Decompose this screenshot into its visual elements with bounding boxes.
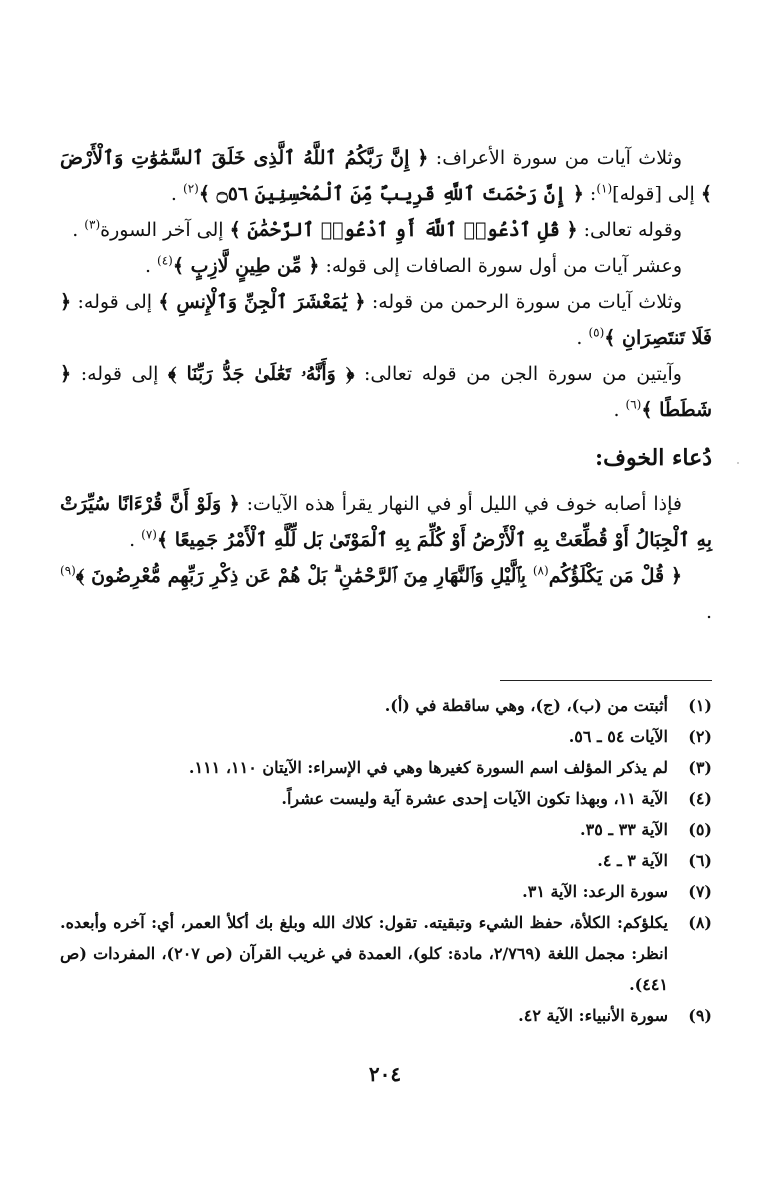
page-number: ٢٠٤ — [368, 1062, 402, 1086]
footnote-text: الآية ٣ ـ ٤. — [597, 851, 668, 870]
paragraph-text: . — [144, 255, 158, 277]
quran-verse: ﴿ قُلْ مَن يَكْلَؤُكُم — [548, 565, 683, 587]
paragraph-isra — [60, 212, 712, 248]
footnote-text: سورة الرعد: الآية ٣١. — [522, 882, 668, 901]
paragraph-rahman — [60, 284, 712, 356]
paragraph-text: وعشر آيات من أول سورة الصافات إلى قوله: — [319, 255, 682, 277]
footnote-item — [60, 690, 712, 721]
footnote-ref[interactable]: (٤) — [157, 253, 173, 268]
paragraph-text: وثلاث آيات من سورة الأعراف: — [428, 147, 682, 169]
paragraph-text: إلى آخر السورة — [100, 219, 230, 241]
paragraph-text: إلى قوله: — [71, 291, 159, 313]
section-heading: دُعاء الخوف: — [595, 445, 712, 471]
footnote-item — [60, 1000, 712, 1031]
footnote-ref[interactable]: (٣) — [84, 217, 101, 232]
paragraph-text: وقوله تعالى: — [577, 219, 682, 241]
footnote-text: الآية ١١، وبهذا تكون الآيات إحدى عشرة آية وليست عشراً. — [281, 789, 668, 808]
footnote-item — [60, 876, 712, 907]
footnote-item — [60, 907, 712, 1000]
footnote-number: (٩) — [688, 1006, 712, 1025]
paragraph-text: وثلاث آيات من سورة الرحمن من قوله: — [365, 291, 682, 313]
paragraph-fear-1 — [60, 486, 712, 558]
footnote-ref[interactable]: (٢) — [183, 181, 199, 196]
paragraph-text: . — [576, 327, 589, 349]
footnote-text: الآية ٣٣ ـ ٣٥. — [580, 820, 668, 839]
footnote-item — [60, 814, 712, 845]
paragraph-text: إلى قوله: — [71, 363, 168, 385]
footnote-ref[interactable]: (٩) — [60, 563, 76, 578]
quran-verse: ﴿ يَٰمَعْشَرَ ٱلْجِنِّ وَٱلْإِنسِ ﴾ — [158, 291, 366, 313]
paragraph-saffat — [60, 248, 712, 284]
footnote-number: (٥) — [688, 820, 712, 839]
paragraph-text: وآيتين من سورة الجن من قوله تعالى: — [354, 363, 682, 385]
quran-verse: ﴿ قُلِ ٱدْعُوا۟ ٱللَّهَ أَوِ ٱدْعُوا۟ ٱلرَّحْمَٰنَ ﴾ — [229, 219, 578, 241]
quran-verse: ﴿ إِنَّ رَبَّكُمُ ٱللَّهُ ٱلَّذِى خَلَقَ ٱلسَّمَٰوَٰتِ وَٱلْأَرْضَ ﴾ — [60, 147, 712, 205]
footnotes — [60, 690, 712, 1031]
footnote-number: (١) — [688, 696, 712, 715]
footnote-number: (٣) — [688, 758, 712, 777]
footnote-item — [60, 721, 712, 752]
footnote-number: (٤) — [688, 789, 712, 808]
paragraph-fear-2 — [60, 558, 712, 630]
footnote-number: (٢) — [688, 727, 712, 746]
scan-speck — [737, 462, 739, 464]
footnote-ref[interactable]: (٦) — [625, 397, 642, 412]
footnote-divider — [500, 680, 712, 681]
paragraph-araf — [60, 140, 712, 212]
paragraph-text: فإذا أصابه خوف في الليل أو في النهار يقرأ هذه الآيات: — [239, 493, 683, 515]
footnote-number: (٨) — [688, 913, 712, 932]
paragraph-text: إلى [قوله] — [612, 183, 701, 205]
paragraph-text: . — [170, 183, 183, 205]
footnote-number: (٦) — [688, 851, 712, 870]
paragraph-jinn — [60, 356, 712, 428]
quran-verse: ﴿ فَلَا تَنتَصِرَانِ ﴾ — [60, 291, 712, 349]
footnote-text: يكلؤكم: الكلأة، حفظ الشيء وتبقيته. تقول: كلاك الله وبلغ بك أكلأ العمر، أي: آخره وأبعده. انظر: مجمل اللغة (٢/٧٦٩، مادة: كلو)، العمدة في غريب القرآن (ص ٢٠٧)، المفردات (ص ٤٤١). — [60, 913, 669, 994]
quran-verse: ﴿ شَطَطًا ﴾ — [60, 363, 712, 421]
quran-verse: ﴿ وَأَنَّهُۥ تَعَٰلَىٰ جَدُّ رَبِّنَا ﴾ — [167, 363, 355, 385]
main-text — [60, 140, 712, 630]
footnote-ref[interactable]: (٥) — [588, 325, 605, 340]
quran-verse: بِٱلَّيْلِ وَٱلنَّهَارِ مِنَ ٱلرَّحْمَٰنِ ۗ بَلْ هُمْ عَن ذِكْرِ رَبِّهِم مُّعْرِضُونَ ﴾ — [75, 565, 533, 587]
footnote-item — [60, 783, 712, 814]
paragraph-text: . — [705, 601, 712, 623]
footnote-ref[interactable]: (١) — [596, 181, 613, 196]
quran-verse: ﴿ إِنَّ رَحْمَتَ ٱللَّهِ قَرِيبٌ مِّنَ ٱلْمُحْسِنِينَ ۝٥٦ ﴾ — [198, 183, 584, 205]
paragraph-text: . — [72, 219, 85, 241]
paragraph-text: . — [129, 529, 142, 551]
footnote-ref[interactable]: (٧) — [141, 527, 157, 542]
footnote-number: (٧) — [688, 882, 712, 901]
footnote-text: سورة الأنبياء: الآية ٤٢. — [518, 1006, 668, 1025]
footnote-text: الآيات ٥٤ ـ ٥٦. — [568, 727, 668, 746]
quran-verse: ﴿ وَلَوْ أَنَّ قُرْءَانًا سُيِّرَتْ بِهِ ٱلْجِبَالُ أَوْ قُطِّعَتْ بِهِ ٱلْأَرْضُ أَوْ كُلِّمَ بِهِ ٱلْمَوْتَىٰ بَل لِّلَّهِ ٱلْأَمْرُ جَمِيعًا ﴾ — [60, 493, 712, 551]
paragraph-text: . — [613, 399, 626, 421]
quran-verse: ﴿ مِّن طِينٍ لَّازِبٍ ﴾ — [172, 255, 320, 277]
paragraph-text: : — [583, 183, 597, 205]
footnote-item — [60, 752, 712, 783]
footnote-item — [60, 845, 712, 876]
footnote-text: لم يذكر المؤلف اسم السورة كغيرها وهي في الإسراء: الآيتان ١١٠، ١١١. — [188, 758, 668, 777]
footnote-ref[interactable]: (٨) — [532, 563, 549, 578]
footnote-text: أثبتت من (ب)، (ج)، وهي ساقطة في (أ). — [384, 696, 668, 715]
